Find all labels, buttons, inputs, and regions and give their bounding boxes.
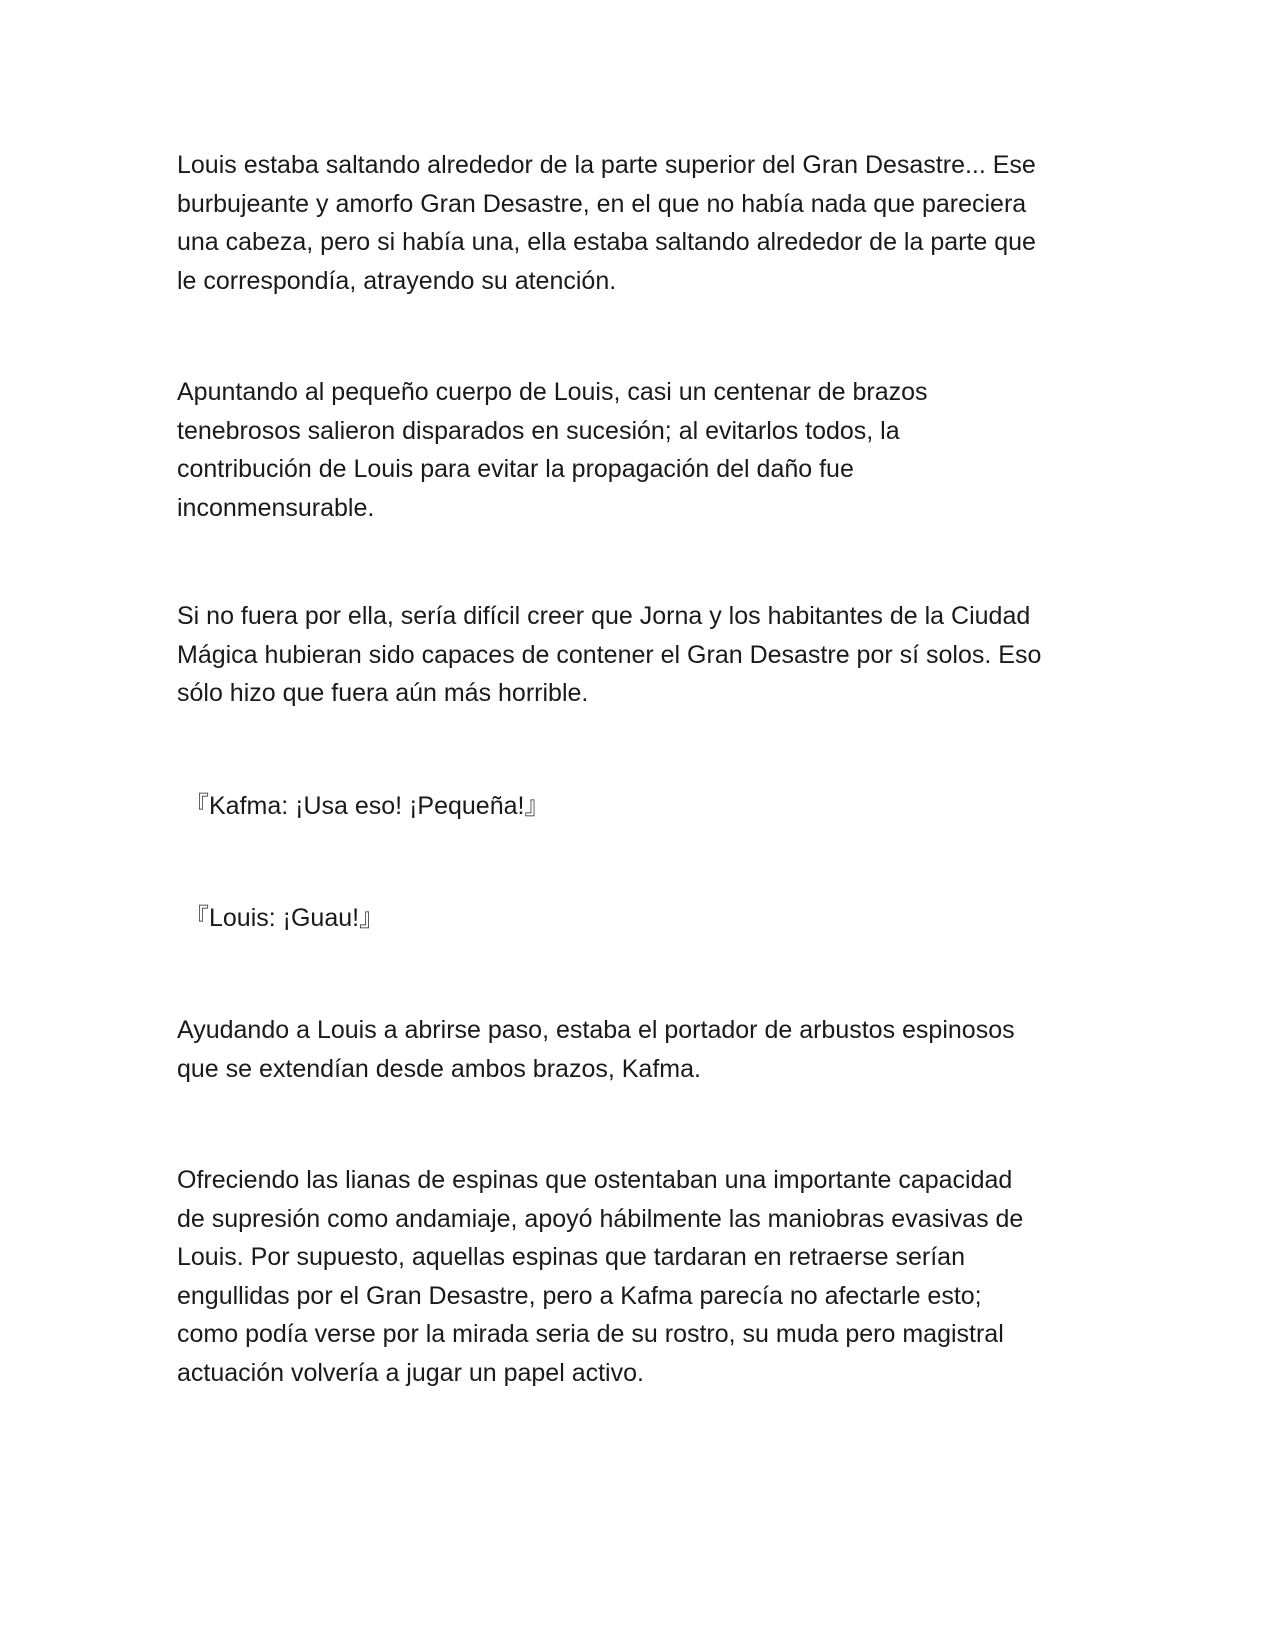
paragraph-4: Ayudando a Louis a abrirse paso, estaba el portador de arbustos espinosos que se extendían desde ambos brazos, Kafma. (177, 1016, 1015, 1083)
paragraph-3: Si no fuera por ella, sería difícil creer que Jorna y los habitantes de la Ciudad Mágica hubieran sido capaces de contener el Gran Desastre por sí solos. Eso sólo hizo que fuera aún más horrible. (177, 602, 1042, 707)
paragraph-5: Ofreciendo las lianas de espinas que ostentaban una importante capacidad de supresión como andamiaje, apoyó hábilmente las maniobras evasivas de Louis. Por supuesto, aquellas espinas que tardaran en retraerse serían engullidas por el Gran Desastre, pero a Kafma parecía no afectarle esto; como podía verse por la mirada seria de su rostro, su muda pero magistral actuación volvería a jugar un papel activo. (177, 1166, 1024, 1387)
dialogue-louis: 『Louis: ¡Guau!』 (184, 904, 385, 932)
paragraph-1: Louis estaba saltando alrededor de la parte superior del Gran Desastre... Ese burbujeante y amorfo Gran Desastre, en el que no había nada que pareciera una cabeza, pero si había una, ella estaba saltando alrededor de la parte que le correspondía, atrayendo su atención. (177, 151, 1036, 295)
paragraph-2: Apuntando al pequeño cuerpo de Louis, casi un centenar de brazos tenebrosos salieron disparados en sucesión; al evitarlos todos, la contribución de Louis para evitar la propagación del daño fue inconmensurable. (177, 378, 928, 522)
dialogue-kafma: 『Kafma: ¡Usa eso! ¡Pequeña!』 (184, 792, 550, 820)
